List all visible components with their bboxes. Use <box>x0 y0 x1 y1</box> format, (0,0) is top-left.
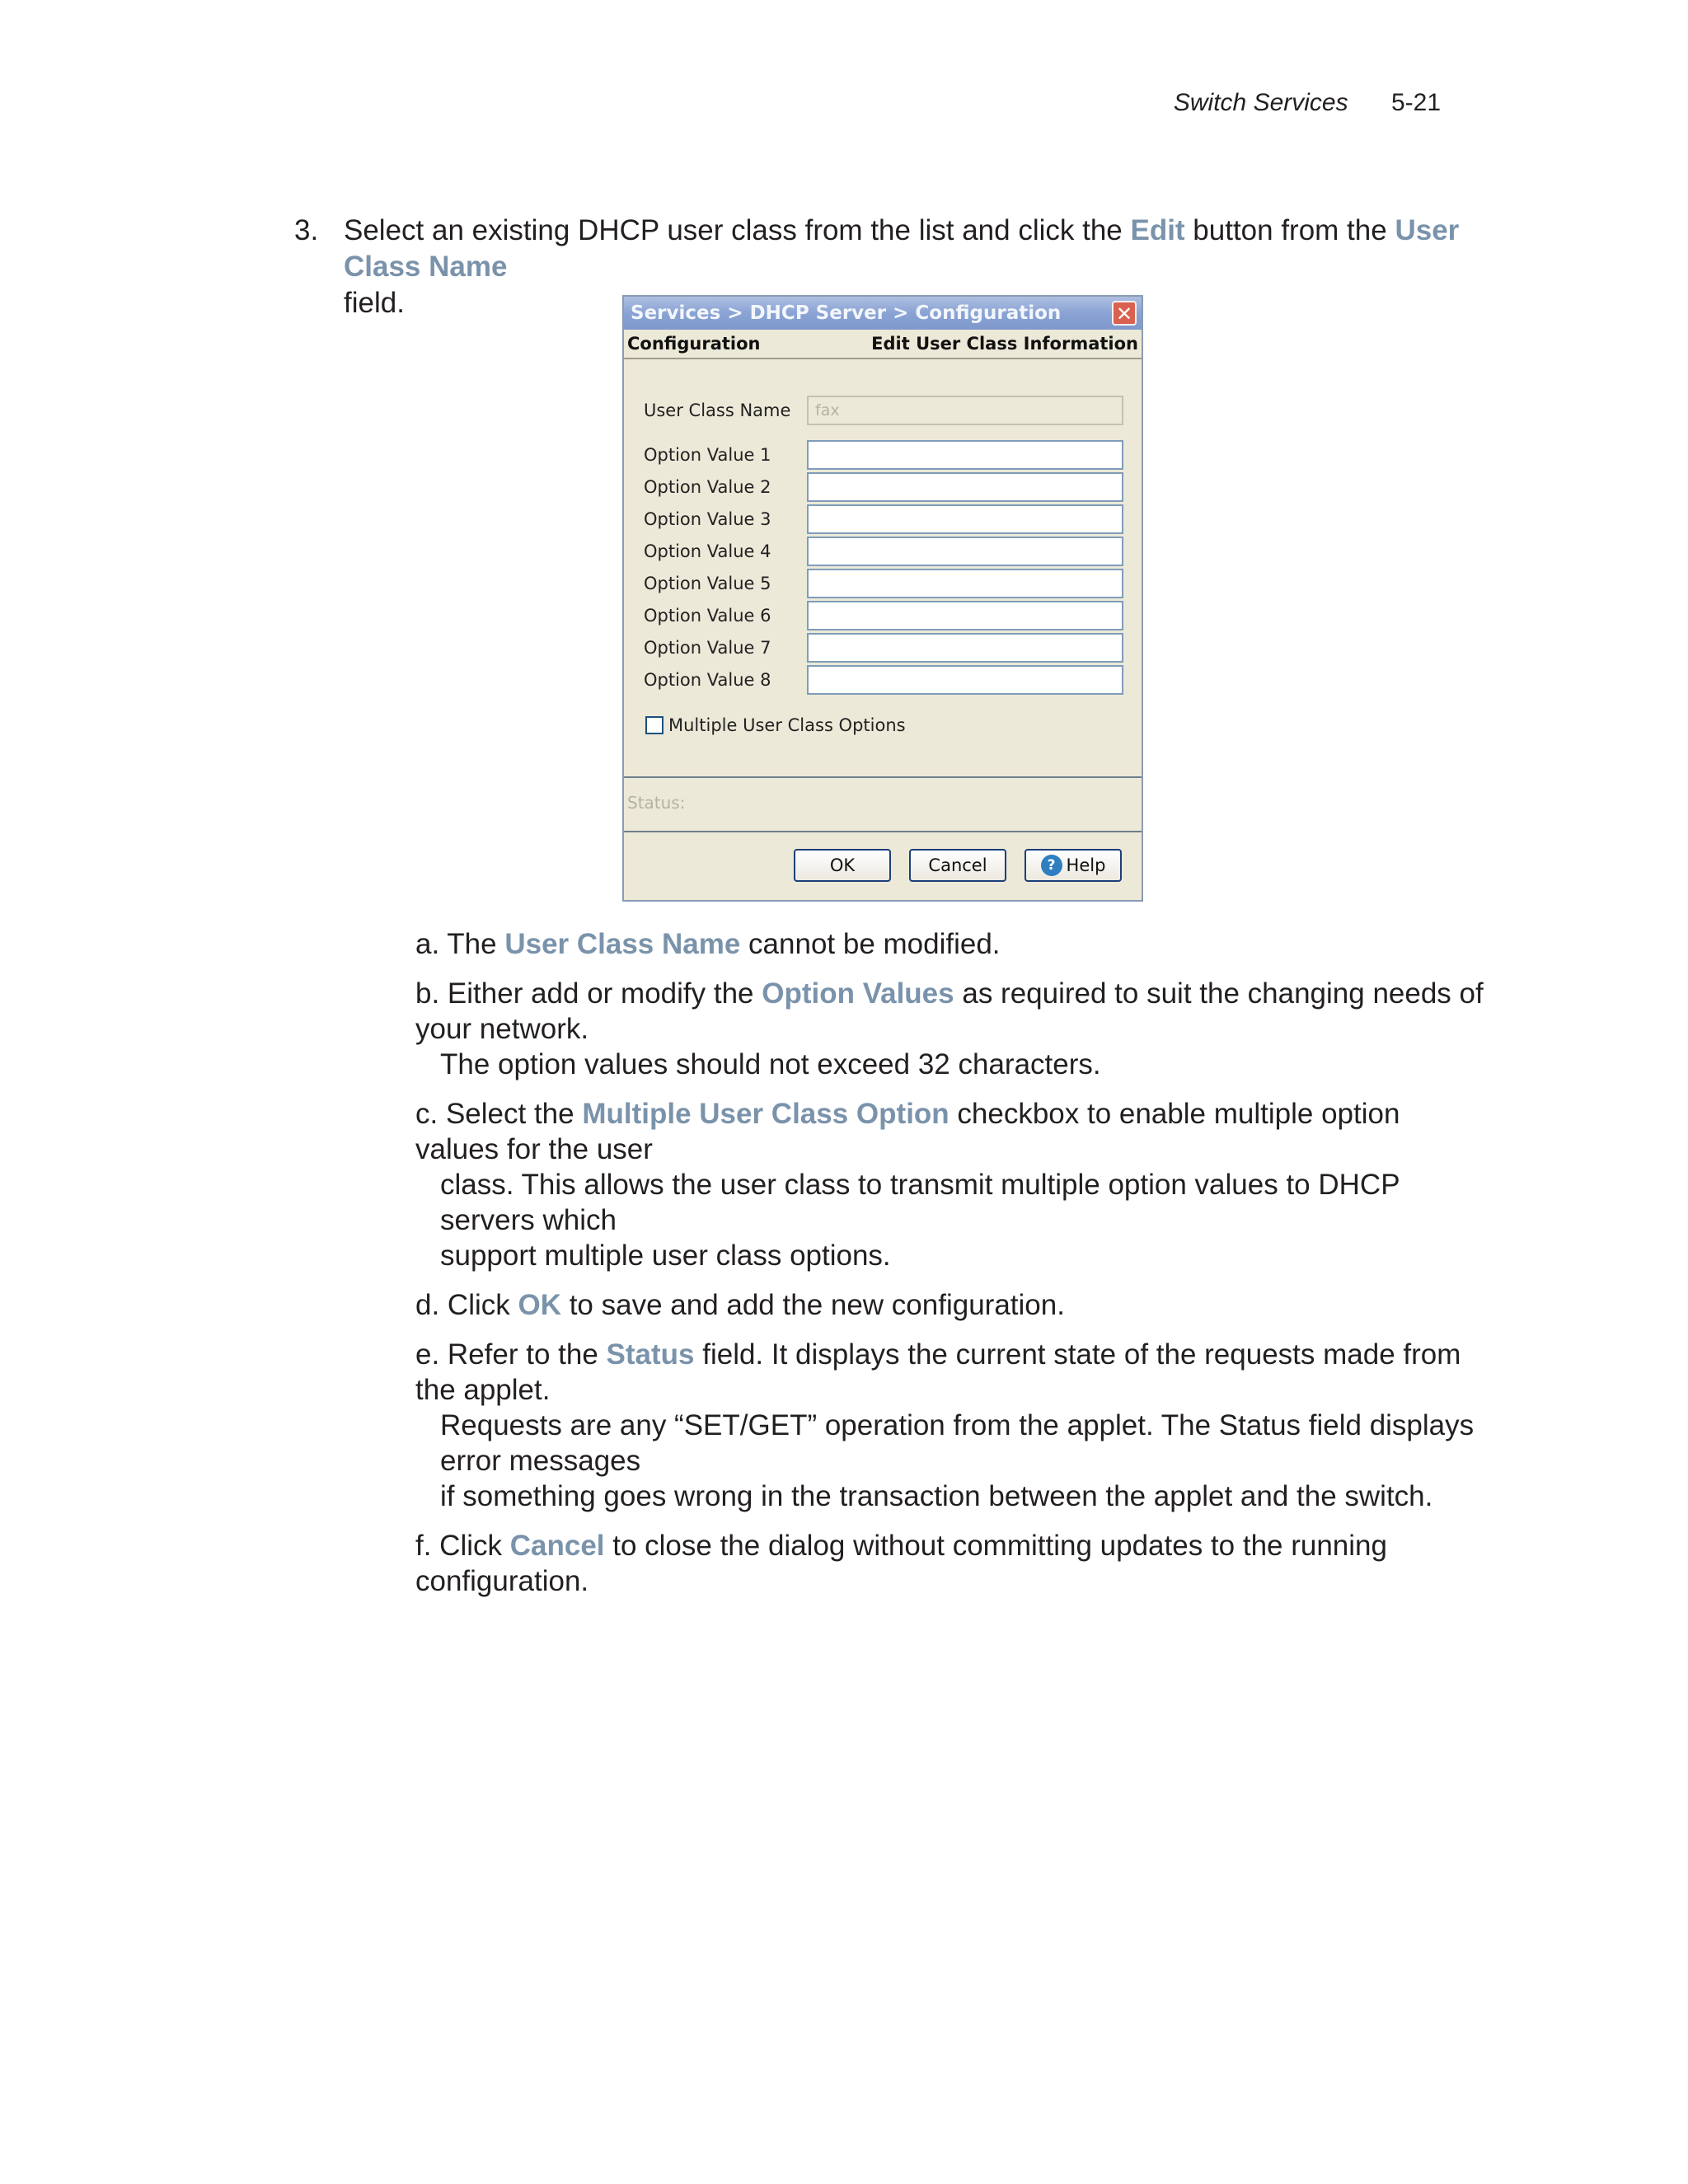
sub-step-f-rest: to close the dialog without committing updates to the running configuration. <box>415 1530 1387 1597</box>
option-value-3-field[interactable] <box>807 504 1123 534</box>
step-text-2: button from the <box>1184 214 1395 246</box>
option-value-row <box>624 472 1142 504</box>
option-value-label: Option Value 7 <box>644 638 771 658</box>
option-value-label: Option Value 2 <box>644 477 771 497</box>
user-class-name-row <box>624 396 1142 427</box>
divider <box>624 776 1142 778</box>
option-value-8-field[interactable] <box>807 665 1123 695</box>
configuration-tab: Configuration <box>627 334 761 354</box>
option-value-label: Option Value 6 <box>644 606 771 626</box>
sub-step-d <box>415 1287 1487 1323</box>
dialog-titlebar <box>624 297 1142 330</box>
ok-button[interactable] <box>794 849 891 882</box>
edit-user-class-heading: Edit User Class Information <box>871 334 1138 354</box>
dialog-subheader <box>624 330 1142 359</box>
option-value-1-field[interactable] <box>807 440 1123 470</box>
sub-step-a-prefix: a. The <box>415 928 505 960</box>
user-class-name-term: User Class Name <box>504 928 741 960</box>
sub-step-e-prefix: e. Refer to the <box>415 1338 607 1371</box>
option-value-row <box>624 633 1142 664</box>
help-button[interactable] <box>1025 849 1122 882</box>
sub-step-c-prefix: c. Select the <box>415 1098 583 1130</box>
option-values-term: Option Values <box>762 977 954 1010</box>
user-class-name-term: User Class Name <box>344 214 1460 283</box>
option-value-row <box>624 537 1142 568</box>
help-icon: ? <box>1041 855 1062 876</box>
option-value-row <box>624 665 1142 696</box>
option-value-row <box>624 504 1142 536</box>
option-value-5-field[interactable] <box>807 569 1123 598</box>
option-value-2-field[interactable] <box>807 472 1123 502</box>
multiple-user-class-options-row <box>645 715 906 735</box>
sub-step-e-rest: field. It displays the current state of the requests made from the applet. <box>415 1338 1461 1406</box>
option-value-label: Option Value 8 <box>644 670 771 690</box>
divider <box>624 831 1142 832</box>
sub-step-a-rest: cannot be modified. <box>740 928 1001 960</box>
option-value-label: Option Value 1 <box>644 445 771 465</box>
sub-step-f <box>415 1528 1487 1599</box>
option-value-label: Option Value 3 <box>644 509 771 529</box>
help-button-label: Help <box>1066 855 1106 875</box>
sub-step-b-prefix: b. Either add or modify the <box>415 977 762 1010</box>
step-text-1: Select an existing DHCP user class from the list and click the <box>344 214 1131 246</box>
option-value-7-field[interactable] <box>807 633 1123 663</box>
option-value-row <box>624 601 1142 632</box>
user-class-name-field: fax <box>807 396 1123 425</box>
option-value-row <box>624 569 1142 600</box>
step-number: 3. <box>294 214 319 246</box>
option-value-label: Option Value 4 <box>644 541 771 561</box>
step-text-3: field. <box>344 287 405 319</box>
option-value-4-field[interactable] <box>807 537 1123 566</box>
cancel-button-label: Cancel <box>928 855 987 875</box>
sub-steps <box>415 926 1487 1613</box>
section-title: Switch Services <box>1173 89 1348 116</box>
sub-step-c-rest: checkbox to enable multiple option values for the user <box>415 1098 1400 1165</box>
dialog-title: Services > DHCP Server > Configuration <box>631 302 1062 324</box>
option-value-label: Option Value 5 <box>644 574 771 593</box>
sub-step-f-prefix: f. Click <box>415 1530 510 1562</box>
multiple-user-class-options-label: Multiple User Class Options <box>668 715 906 735</box>
cancel-button[interactable] <box>909 849 1006 882</box>
close-icon[interactable]: ✕ <box>1112 301 1137 326</box>
option-value-6-field[interactable] <box>807 601 1123 630</box>
running-header <box>1174 89 1441 117</box>
sub-step-b <box>415 976 1487 1082</box>
option-value-row <box>624 440 1142 471</box>
status-term: Status <box>606 1338 695 1371</box>
sub-step-e-cont1: Requests are any “SET/GET” operation from the applet. The Status field displays error messages <box>440 1409 1475 1477</box>
sub-step-a <box>415 926 1487 962</box>
sub-step-c-cont1: class. This allows the user class to transmit multiple option values to DHCP servers which <box>440 1169 1400 1236</box>
status-label: Status: <box>627 793 686 813</box>
sub-step-b-cont: The option values should not exceed 32 characters. <box>440 1048 1101 1080</box>
sub-step-c-cont2: support multiple user class options. <box>440 1240 891 1272</box>
cancel-term: Cancel <box>509 1530 605 1562</box>
edit-term: Edit <box>1130 214 1185 246</box>
ok-term: OK <box>518 1289 561 1321</box>
multiple-user-class-options-checkbox[interactable] <box>645 716 663 734</box>
edit-user-class-dialog <box>622 295 1143 902</box>
sub-step-d-prefix: d. Click <box>415 1289 518 1321</box>
sub-step-e <box>415 1337 1487 1514</box>
sub-step-d-rest: to save and add the new configuration. <box>560 1289 1065 1321</box>
sub-step-e-cont2: if something goes wrong in the transaction between the applet and the switch. <box>440 1480 1433 1512</box>
user-class-name-label: User Class Name <box>644 401 791 420</box>
sub-step-b-rest: as required to suit the changing needs of your network. <box>415 977 1484 1045</box>
ok-button-label: OK <box>829 855 856 875</box>
page-number: 5-21 <box>1390 89 1441 116</box>
multiple-user-class-option-term: Multiple User Class Option <box>582 1098 950 1130</box>
sub-step-c <box>415 1096 1487 1273</box>
